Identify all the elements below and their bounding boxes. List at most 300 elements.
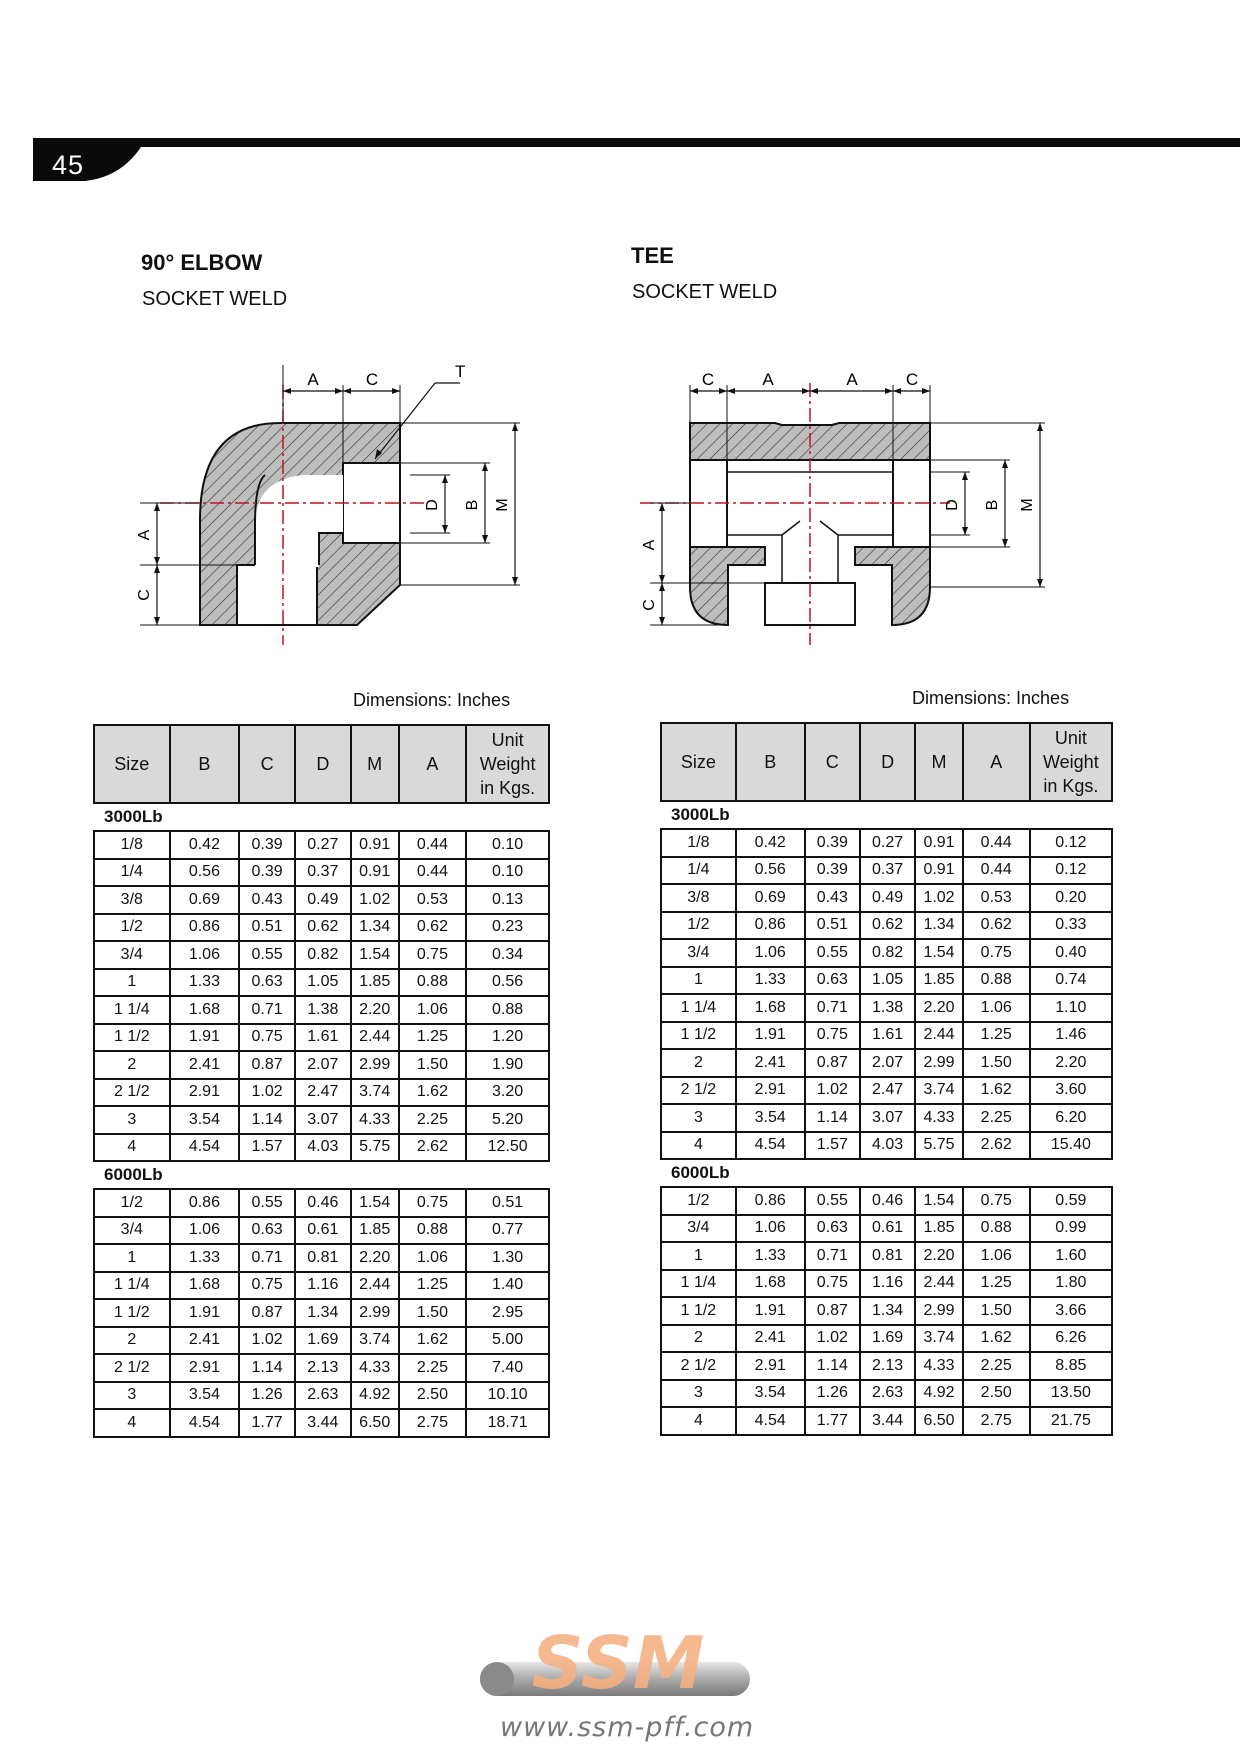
table-cell: 2.91	[736, 1352, 805, 1380]
table-cell: 4	[661, 1407, 736, 1435]
table-cell: 0.86	[170, 1189, 240, 1217]
table-cell: 4.03	[860, 1132, 915, 1160]
table-row	[94, 1382, 549, 1410]
table-cell: 1	[661, 1242, 736, 1270]
table-cell: 0.27	[295, 831, 351, 859]
table-cell: 2.20	[915, 1242, 963, 1270]
table-cell: 1.20	[466, 1024, 549, 1052]
table-cell: 2.20	[915, 994, 963, 1022]
table-cell: 3.54	[736, 1380, 805, 1408]
elbow-header-c: C	[239, 725, 295, 803]
table-cell: 4	[94, 1409, 170, 1437]
table-cell: 5.75	[351, 1134, 399, 1162]
elbow-header-b: B	[170, 725, 240, 803]
table-cell: 1.62	[963, 1077, 1030, 1105]
elbow-group-label: 6000Lb	[94, 1161, 549, 1189]
svg-text:C: C	[365, 370, 379, 389]
table-cell: 18.71	[466, 1409, 549, 1437]
table-cell: 1/4	[94, 859, 170, 887]
table-cell: 0.62	[860, 912, 915, 940]
table-cell: 2	[661, 1049, 736, 1077]
table-row	[94, 1217, 549, 1245]
table-cell: 0.55	[805, 1187, 860, 1215]
table-cell: 2.50	[399, 1382, 467, 1410]
table-cell: 2.91	[170, 1079, 240, 1107]
table-cell: 1.06	[736, 1215, 805, 1243]
website-url: www.ssm-pff.com	[500, 1712, 755, 1743]
table-cell: 0.91	[351, 831, 399, 859]
table-cell: 0.88	[399, 1217, 467, 1245]
table-cell: 1.06	[399, 1244, 467, 1272]
table-cell: 0.12	[1030, 829, 1112, 857]
table-cell: 0.39	[239, 831, 295, 859]
top-rule	[33, 138, 1240, 147]
table-cell: 0.23	[466, 914, 549, 942]
table-cell: 0.44	[963, 829, 1030, 857]
tee-group-label: 3000Lb	[661, 801, 1112, 829]
table-cell: 0.88	[963, 967, 1030, 995]
table-cell: 1.06	[399, 996, 467, 1024]
elbow-header-m: M	[351, 725, 399, 803]
table-cell: 0.46	[860, 1187, 915, 1215]
table-cell: 5.00	[466, 1327, 549, 1355]
table-row	[94, 996, 549, 1024]
table-cell: 0.62	[399, 914, 467, 942]
table-cell: 0.77	[466, 1217, 549, 1245]
table-cell: 7.40	[466, 1354, 549, 1382]
table-cell: 0.71	[805, 994, 860, 1022]
table-row	[661, 1242, 1112, 1270]
page-number: 45	[52, 150, 85, 180]
table-row	[94, 859, 549, 887]
table-cell: 0.86	[170, 914, 240, 942]
table-cell: 1.16	[860, 1270, 915, 1298]
tee-diagram	[610, 355, 1080, 655]
table-cell: 0.39	[805, 829, 860, 857]
table-cell: 3.07	[860, 1104, 915, 1132]
table-row	[661, 967, 1112, 995]
table-cell: 0.63	[239, 969, 295, 997]
table-cell: 0.49	[295, 886, 351, 914]
table-cell: 2.99	[915, 1297, 963, 1325]
table-cell: 2.99	[351, 1051, 399, 1079]
tee-dimensions-table	[660, 722, 1113, 1436]
table-cell: 15.40	[1030, 1132, 1112, 1160]
table-row	[94, 941, 549, 969]
table-cell: 0.82	[295, 941, 351, 969]
table-cell: 0.91	[351, 859, 399, 887]
table-cell: 2.44	[915, 1022, 963, 1050]
table-cell: 0.56	[170, 859, 240, 887]
table-cell: 12.50	[466, 1134, 549, 1162]
table-row	[661, 1407, 1112, 1435]
table-cell: 3.07	[295, 1106, 351, 1134]
table-cell: 0.42	[170, 831, 240, 859]
table-cell: 3/4	[661, 939, 736, 967]
table-cell: 0.69	[170, 886, 240, 914]
table-cell: 1.68	[736, 994, 805, 1022]
table-row	[94, 1327, 549, 1355]
page-number-tab	[33, 147, 141, 181]
table-row	[661, 1215, 1112, 1243]
table-cell: 3.74	[915, 1077, 963, 1105]
table-cell: 0.63	[805, 1215, 860, 1243]
table-cell: 0.88	[963, 1215, 1030, 1243]
table-cell: 4.54	[170, 1134, 240, 1162]
table-cell: 0.37	[860, 857, 915, 885]
table-cell: 2 1/2	[661, 1352, 736, 1380]
table-cell: 0.87	[805, 1049, 860, 1077]
table-cell: 21.75	[1030, 1407, 1112, 1435]
table-cell: 1.34	[860, 1297, 915, 1325]
table-cell: 1.33	[170, 1244, 240, 1272]
table-cell: 0.75	[399, 1189, 467, 1217]
tee-header-b: B	[736, 723, 805, 801]
table-cell: 0.99	[1030, 1215, 1112, 1243]
table-cell: 1.34	[351, 914, 399, 942]
table-cell: 3/4	[94, 941, 170, 969]
table-cell: 1.05	[860, 967, 915, 995]
elbow-header-a: A	[399, 725, 467, 803]
table-cell: 1.80	[1030, 1270, 1112, 1298]
table-row	[94, 969, 549, 997]
table-cell: 2.50	[963, 1380, 1030, 1408]
table-cell: 0.61	[295, 1217, 351, 1245]
table-cell: 2 1/2	[94, 1354, 170, 1382]
table-cell: 1.62	[399, 1327, 467, 1355]
table-cell: 0.10	[466, 859, 549, 887]
table-row	[94, 1079, 549, 1107]
table-cell: 1.69	[860, 1325, 915, 1353]
table-cell: 2.62	[963, 1132, 1030, 1160]
table-cell: 4.33	[351, 1354, 399, 1382]
table-cell: 0.56	[736, 857, 805, 885]
elbow-dimensions-note: Dimensions: Inches	[353, 690, 511, 710]
table-cell: 3/4	[661, 1215, 736, 1243]
svg-text:M: M	[1019, 498, 1036, 512]
table-cell: 1.33	[736, 1242, 805, 1270]
table-cell: 1.57	[805, 1132, 860, 1160]
table-cell: 3.54	[736, 1104, 805, 1132]
table-cell: 1.91	[170, 1024, 240, 1052]
table-cell: 1.14	[805, 1104, 860, 1132]
table-cell: 2 1/2	[94, 1079, 170, 1107]
table-cell: 2.20	[1030, 1049, 1112, 1077]
table-cell: 3.74	[351, 1327, 399, 1355]
table-cell: 3	[94, 1382, 170, 1410]
table-cell: 0.10	[466, 831, 549, 859]
table-cell: 1 1/4	[661, 994, 736, 1022]
svg-text:C: C	[701, 370, 715, 389]
table-cell: 1 1/2	[661, 1022, 736, 1050]
table-row	[661, 1352, 1112, 1380]
table-cell: 0.56	[466, 969, 549, 997]
table-cell: 1.57	[239, 1134, 295, 1162]
table-cell: 1.77	[239, 1409, 295, 1437]
tee-header-m: M	[915, 723, 963, 801]
table-cell: 1.40	[466, 1272, 549, 1300]
table-row	[661, 1325, 1112, 1353]
table-row	[661, 1132, 1112, 1160]
tee-group-label: 6000Lb	[661, 1159, 1112, 1187]
table-cell: 1.06	[963, 1242, 1030, 1270]
table-row	[661, 1049, 1112, 1077]
table-row	[94, 831, 549, 859]
table-cell: 0.75	[399, 941, 467, 969]
table-cell: 1.50	[399, 1299, 467, 1327]
table-cell: 4.33	[351, 1106, 399, 1134]
table-cell: 1	[94, 1244, 170, 1272]
table-cell: 5.75	[915, 1132, 963, 1160]
table-cell: 3.44	[860, 1407, 915, 1435]
table-cell: 1.06	[963, 994, 1030, 1022]
table-cell: 1/2	[94, 914, 170, 942]
table-cell: 4.54	[736, 1132, 805, 1160]
table-cell: 0.61	[860, 1215, 915, 1243]
table-cell: 1.54	[351, 941, 399, 969]
table-cell: 1.50	[399, 1051, 467, 1079]
table-cell: 4.33	[915, 1104, 963, 1132]
table-cell: 0.81	[295, 1244, 351, 1272]
table-cell: 1.85	[915, 967, 963, 995]
table-cell: 1.33	[736, 967, 805, 995]
table-cell: 2.13	[295, 1354, 351, 1382]
table-cell: 1.05	[295, 969, 351, 997]
table-row	[661, 1270, 1112, 1298]
table-cell: 4.03	[295, 1134, 351, 1162]
table-cell: 0.87	[239, 1051, 295, 1079]
table-cell: 0.55	[239, 1189, 295, 1217]
table-cell: 0.33	[1030, 912, 1112, 940]
table-cell: 1 1/2	[94, 1024, 170, 1052]
table-row	[661, 994, 1112, 1022]
table-cell: 1.68	[170, 1272, 240, 1300]
svg-text:B: B	[464, 499, 481, 511]
table-cell: 0.49	[860, 884, 915, 912]
table-cell: 1.85	[915, 1215, 963, 1243]
table-cell: 1 1/4	[94, 996, 170, 1024]
table-cell: 0.34	[466, 941, 549, 969]
table-row	[661, 1380, 1112, 1408]
table-cell: 1.06	[170, 941, 240, 969]
table-row	[94, 1244, 549, 1272]
table-cell: 0.51	[805, 912, 860, 940]
svg-text:A: A	[307, 370, 319, 389]
table-cell: 8.85	[1030, 1352, 1112, 1380]
table-cell: 1.02	[805, 1077, 860, 1105]
table-cell: 0.75	[239, 1272, 295, 1300]
table-cell: 0.82	[860, 939, 915, 967]
table-row	[94, 1134, 549, 1162]
table-row	[94, 1409, 549, 1437]
table-cell: 6.50	[915, 1407, 963, 1435]
table-row	[661, 1022, 1112, 1050]
table-cell: 13.50	[1030, 1380, 1112, 1408]
table-cell: 2.07	[860, 1049, 915, 1077]
table-cell: 1.14	[239, 1106, 295, 1134]
table-cell: 2.91	[736, 1077, 805, 1105]
table-cell: 1.54	[915, 1187, 963, 1215]
table-cell: 2.47	[295, 1079, 351, 1107]
table-cell: 1.34	[295, 1299, 351, 1327]
table-cell: 0.43	[805, 884, 860, 912]
table-cell: 0.51	[239, 914, 295, 942]
table-row	[94, 1299, 549, 1327]
table-cell: 2.63	[860, 1380, 915, 1408]
table-cell: 3.20	[466, 1079, 549, 1107]
svg-text:SSM: SSM	[531, 1621, 705, 1705]
table-cell: 0.55	[805, 939, 860, 967]
table-cell: 0.71	[239, 1244, 295, 1272]
table-cell: 0.44	[399, 859, 467, 887]
table-cell: 1/4	[661, 857, 736, 885]
table-cell: 1.02	[351, 886, 399, 914]
tee-header-size: Size	[661, 723, 736, 801]
table-cell: 0.63	[239, 1217, 295, 1245]
table-cell: 2 1/2	[661, 1077, 736, 1105]
table-cell: 0.62	[295, 914, 351, 942]
table-cell: 4.33	[915, 1352, 963, 1380]
table-cell: 1.25	[963, 1022, 1030, 1050]
table-cell: 2.75	[963, 1407, 1030, 1435]
svg-text:A: A	[641, 539, 658, 551]
table-cell: 3.66	[1030, 1297, 1112, 1325]
table-row	[661, 1077, 1112, 1105]
table-cell: 3	[94, 1106, 170, 1134]
table-cell: 2.91	[170, 1354, 240, 1382]
svg-text:A: A	[762, 370, 774, 389]
svg-text:D: D	[424, 499, 441, 511]
table-cell: 1.61	[860, 1022, 915, 1050]
table-cell: 3	[661, 1380, 736, 1408]
svg-text:C: C	[136, 589, 153, 601]
table-cell: 1.10	[1030, 994, 1112, 1022]
tee-subtitle: SOCKET WELD	[632, 281, 778, 303]
table-cell: 2.47	[860, 1077, 915, 1105]
table-cell: 0.55	[239, 941, 295, 969]
table-row	[94, 1272, 549, 1300]
table-cell: 1/2	[94, 1189, 170, 1217]
table-row	[661, 829, 1112, 857]
table-cell: 1.38	[860, 994, 915, 1022]
table-cell: 1.46	[1030, 1022, 1112, 1050]
table-cell: 1.54	[915, 939, 963, 967]
table-row	[661, 1297, 1112, 1325]
table-row	[94, 886, 549, 914]
table-cell: 0.88	[466, 996, 549, 1024]
table-cell: 2.20	[351, 996, 399, 1024]
table-cell: 2	[94, 1327, 170, 1355]
table-cell: 2.41	[736, 1325, 805, 1353]
table-cell: 1/2	[661, 912, 736, 940]
tee-header-unit-weight: Unit Weight in Kgs.	[1030, 723, 1112, 801]
table-cell: 1.26	[805, 1380, 860, 1408]
table-cell: 1.90	[466, 1051, 549, 1079]
table-cell: 2.99	[915, 1049, 963, 1077]
svg-text:A: A	[846, 370, 858, 389]
table-row	[94, 1354, 549, 1382]
table-cell: 0.39	[239, 859, 295, 887]
table-cell: 0.86	[736, 1187, 805, 1215]
table-cell: 0.44	[399, 831, 467, 859]
table-cell: 3.44	[295, 1409, 351, 1437]
elbow-group-label: 3000Lb	[94, 803, 549, 831]
table-row	[94, 1106, 549, 1134]
table-cell: 1.02	[239, 1079, 295, 1107]
table-cell: 1/8	[661, 829, 736, 857]
table-cell: 0.46	[295, 1189, 351, 1217]
table-cell: 1.62	[963, 1325, 1030, 1353]
table-cell: 2.41	[736, 1049, 805, 1077]
table-cell: 1.33	[170, 969, 240, 997]
table-cell: 2.41	[170, 1051, 240, 1079]
elbow-header-unit-weight: Unit Weight in Kgs.	[466, 725, 549, 803]
table-cell: 2.44	[915, 1270, 963, 1298]
table-cell: 1.91	[170, 1299, 240, 1327]
table-cell: 1.16	[295, 1272, 351, 1300]
table-row	[661, 1104, 1112, 1132]
table-cell: 4.92	[351, 1382, 399, 1410]
table-cell: 1.68	[170, 996, 240, 1024]
table-cell: 0.71	[805, 1242, 860, 1270]
table-cell: 0.75	[805, 1022, 860, 1050]
table-cell: 1.06	[170, 1217, 240, 1245]
table-cell: 2.95	[466, 1299, 549, 1327]
table-cell: 2.13	[860, 1352, 915, 1380]
table-cell: 0.81	[860, 1242, 915, 1270]
elbow-dimensions-table	[93, 724, 550, 1438]
table-row	[94, 1024, 549, 1052]
table-cell: 1.25	[399, 1024, 467, 1052]
table-cell: 0.13	[466, 886, 549, 914]
table-cell: 2.62	[399, 1134, 467, 1162]
table-cell: 2.99	[351, 1299, 399, 1327]
table-row	[94, 1051, 549, 1079]
table-cell: 0.39	[805, 857, 860, 885]
table-row	[94, 914, 549, 942]
table-cell: 2.41	[170, 1327, 240, 1355]
table-cell: 3.54	[170, 1382, 240, 1410]
table-cell: 0.71	[239, 996, 295, 1024]
table-row	[661, 884, 1112, 912]
table-cell: 0.42	[736, 829, 805, 857]
table-cell: 2.44	[351, 1272, 399, 1300]
table-cell: 0.69	[736, 884, 805, 912]
table-cell: 1/2	[661, 1187, 736, 1215]
table-cell: 0.53	[399, 886, 467, 914]
svg-text:M: M	[494, 498, 511, 512]
table-cell: 3.54	[170, 1106, 240, 1134]
table-row	[661, 1187, 1112, 1215]
table-cell: 0.43	[239, 886, 295, 914]
elbow-subtitle: SOCKET WELD	[142, 288, 288, 310]
elbow-title: 90° ELBOW	[141, 250, 263, 275]
svg-text:C: C	[905, 370, 919, 389]
table-cell: 1 1/2	[94, 1299, 170, 1327]
tee-header-c: C	[805, 723, 860, 801]
table-cell: 0.44	[963, 857, 1030, 885]
table-cell: 1.77	[805, 1407, 860, 1435]
table-cell: 1 1/4	[94, 1272, 170, 1300]
table-row	[661, 939, 1112, 967]
table-cell: 1.68	[736, 1270, 805, 1298]
table-cell: 0.40	[1030, 939, 1112, 967]
table-cell: 1.25	[963, 1270, 1030, 1298]
table-cell: 0.37	[295, 859, 351, 887]
table-cell: 0.20	[1030, 884, 1112, 912]
table-cell: 2.25	[963, 1104, 1030, 1132]
table-cell: 3/8	[94, 886, 170, 914]
